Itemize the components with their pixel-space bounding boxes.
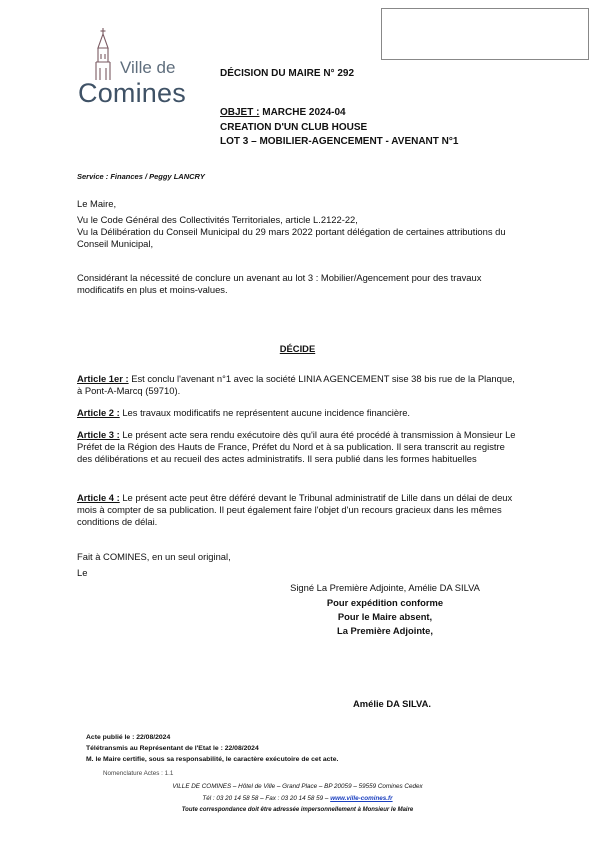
article-4 (77, 492, 522, 527)
article-1-text: Est conclu l'avenant n°1 avec la société LINIA AGENCEMENT sise 38 bis rue de la Planque, à Pont-A-Marcq (59710). (77, 373, 515, 396)
article-2-text: Les travaux modificatifs ne représentent aucune incidence financière. (122, 407, 411, 418)
article-2-label: Article 2 : (77, 407, 120, 418)
article-4-label: Article 4 : (77, 492, 120, 503)
vu-code: Vu le Code Général des Collectivités Territoriales, article L.2122-22, (77, 214, 358, 225)
considerant: Considérant la nécessité de conclure un avenant au lot 3 : Mobilier/Agencement pour des travaux modificatifs en plus et moins-values. (77, 272, 482, 295)
article-3-label: Article 3 : (77, 429, 120, 440)
objet-label: OBJET : (220, 107, 260, 118)
logo-text-comines: Comines (78, 78, 186, 108)
acte-publie: Acte publié le : 22/08/2024 (86, 734, 171, 741)
article-4-text: Le présent acte peut être déféré devant le Tribunal administratif de Lille dans un délai de deux mois à compter de sa publication. Il peut également faire l'objet d'un recours gracieux dans les mêmes conditions de délai. (77, 492, 513, 527)
tel-fax: Tél : 03 20 14 58 58 – Fax : 03 20 14 58 59 – (202, 795, 331, 802)
signature-line: Signé La Première Adjointe, Amélie DA SILVA (290, 582, 480, 593)
reception-stamp-box (381, 8, 589, 60)
church-steeple-icon (92, 28, 114, 80)
correspondence-note: Toute correspondance doit être adressée impersonnellement à Monsieur le Maire (181, 807, 414, 813)
article-3-text: Le présent acte sera rendu exécutoire dès qu'il aura été procédé à transmission à Monsieur Le Préfet de la Région des Hauts de France, Préfet du Nord et à sa publication. Il sera transcrit au registre des délibérations et au recueil des actes administratifs. Il sera publié dans les formes habituelles (77, 429, 516, 464)
decision-title: DÉCISION DU MAIRE N° 292 (220, 68, 355, 79)
objet-line-1 (220, 107, 346, 118)
article-1-label: Article 1er : (77, 373, 129, 384)
date-le: Le (77, 567, 88, 578)
premiere-adjointe: La Première Adjointe, (336, 625, 434, 636)
contact-line (0, 795, 595, 802)
decide-heading: DÉCIDE (279, 343, 316, 354)
certification: M. le Maire certifie, sous sa responsabilité, le caractère exécutoire de cet acte. (86, 756, 339, 763)
fait-a-comines: Fait à COMINES, en un seul original, (77, 551, 231, 562)
service-line: Service : Finances / Peggy LANCRY (77, 172, 205, 181)
article-1 (77, 373, 522, 397)
teletransmis: Télétransmis au Représentant de l'Etat le : 22/08/2024 (86, 745, 259, 752)
article-2 (77, 407, 522, 419)
objet-line-3: LOT 3 – MOBILIER-AGENCEMENT - AVENANT N°1 (220, 136, 459, 147)
pour-expedition: Pour expédition conforme (326, 597, 444, 608)
nomenclature: Nomenclature Actes : 1.1 (103, 770, 174, 777)
signatory-name: Amélie DA SILVA. (353, 698, 431, 709)
salutation: Le Maire, (77, 198, 117, 209)
objet-line-2: CREATION D'UN CLUB HOUSE (220, 122, 368, 133)
vu-deliberation: Vu la Délibération du Conseil Municipal du 29 mars 2022 portant délégation de certaines attributions du Conseil Municipal, (77, 226, 506, 249)
logo-text-ville: Ville de (120, 58, 176, 77)
pour-le-maire: Pour le Maire absent, (337, 611, 433, 622)
article-3 (77, 429, 522, 464)
objet-text-1: MARCHE 2024-04 (262, 107, 346, 118)
address-line: VILLE DE COMINES – Hôtel de Ville – Grand Place – BP 20059 – 59559 Comines Cedex (172, 783, 423, 790)
website-link[interactable]: www.ville-comines.fr (330, 795, 393, 802)
